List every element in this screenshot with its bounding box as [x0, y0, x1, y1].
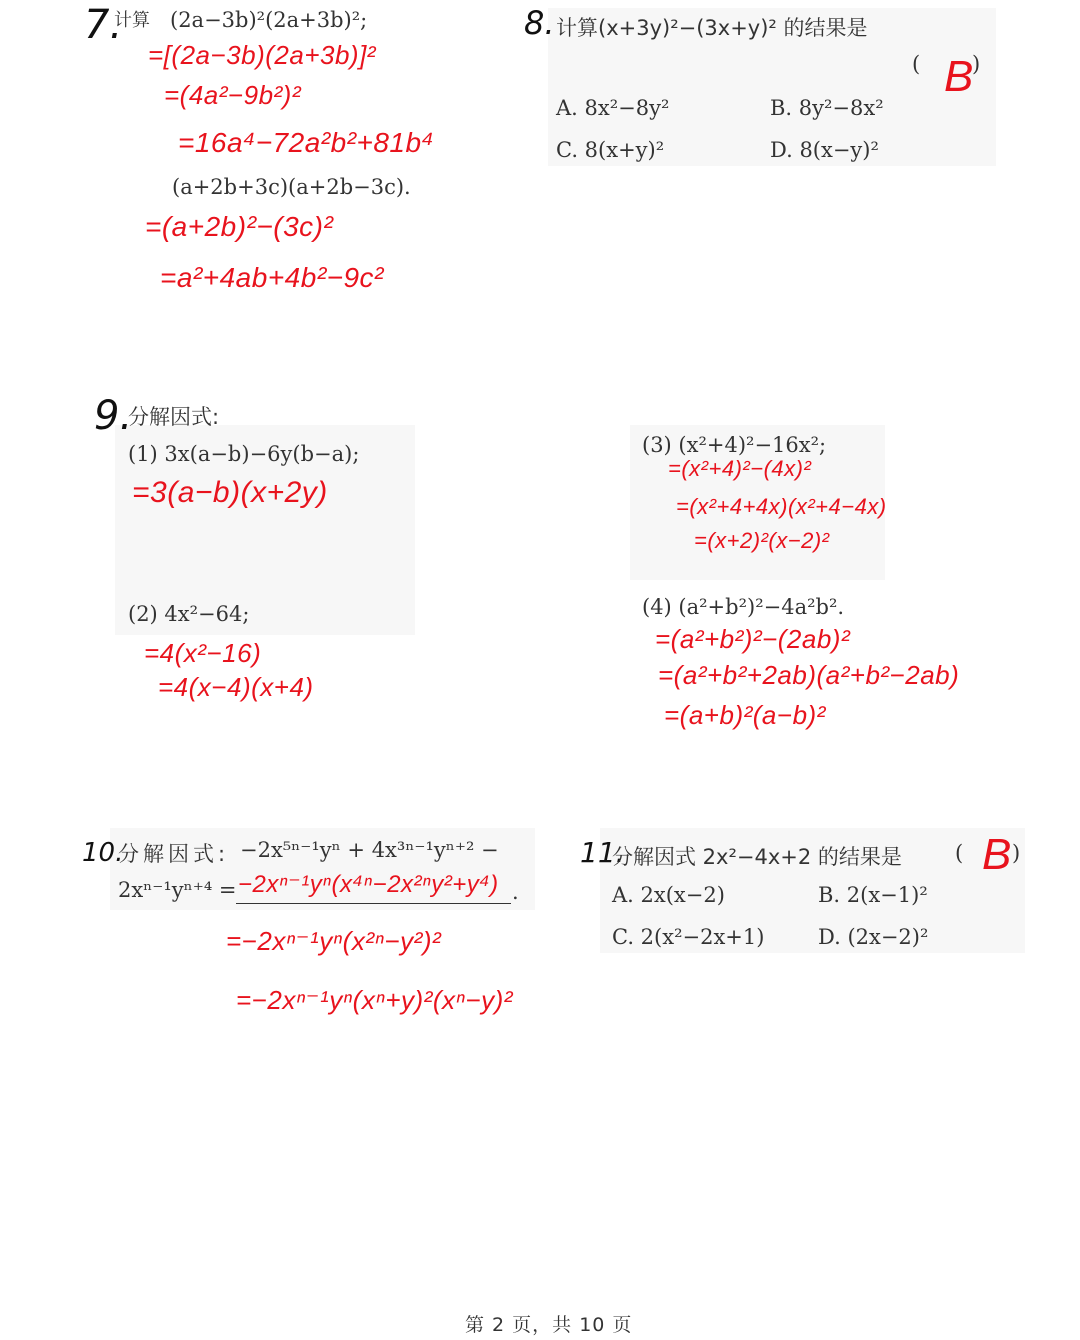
- q9-part-4-work-1: =(a²+b²)²−(2ab)²: [655, 624, 851, 654]
- q9-part-3-work-1: =(x²+4)²−(4x)²: [668, 456, 812, 481]
- q7-expression-2: (a+2b+3c)(a+2b−3c).: [172, 175, 411, 199]
- q9-part-2-expression: (2) 4x²−64;: [128, 602, 250, 626]
- q10-expression-line-2: 2xⁿ⁻¹yⁿ⁺⁴ =: [118, 878, 237, 902]
- q10-fill-answer: −2xⁿ⁻¹yⁿ(x⁴ⁿ−2x²ⁿy²+y⁴): [238, 871, 499, 898]
- q7-work-1-line-2: =(4a²−9b²)²: [164, 80, 301, 110]
- page-footer: 第 2 页，共 10 页: [465, 1314, 633, 1336]
- q9-part-2-work-1: =4(x²−16): [144, 638, 262, 668]
- q11-answer-paren-open: (: [955, 841, 964, 865]
- q7-work-2-line-2: =a²+4ab+4b²−9c²: [160, 262, 384, 293]
- q9-title: 分解因式:: [128, 405, 220, 429]
- q7-label: 计算: [114, 10, 150, 31]
- q11-option-b: B. 2(x−1)²: [818, 883, 928, 907]
- q10-period: .: [512, 880, 519, 904]
- q8-number: 8.: [524, 4, 555, 42]
- q9-part-1-work-1: =3(a−b)(x+2y): [132, 476, 328, 509]
- q11-number: 11.: [580, 836, 625, 869]
- q9-part-4-work-3: =(a+b)²(a−b)²: [664, 700, 826, 730]
- q11-option-c: C. 2(x²−2x+1): [612, 925, 765, 949]
- q9-part-3-work-3: =(x+2)²(x−2)²: [694, 528, 830, 553]
- q9-number: 9.: [94, 393, 133, 439]
- q9-part-3-work-2: =(x²+4+4x)(x²+4−4x): [676, 494, 887, 519]
- q11-option-a: A. 2x(x−2): [612, 883, 725, 907]
- q9-part-2-work-2: =4(x−4)(x+4): [158, 672, 314, 702]
- q11-answer: B: [982, 830, 1012, 879]
- q8-answer: B: [944, 52, 974, 101]
- q11-question: 分解因式 2x²−4x+2 的结果是: [612, 845, 902, 869]
- q11-answer-paren-close: ): [1012, 841, 1021, 865]
- q11-option-d: D. (2x−2)²: [818, 925, 929, 949]
- q8-answer-paren-open: (: [912, 52, 921, 76]
- q10-work-2: =−2xⁿ⁻¹yⁿ(xⁿ+y)²(xⁿ−y)²: [236, 985, 513, 1015]
- q8-question: 计算(x+3y)²−(3x+y)² 的结果是: [556, 16, 868, 40]
- q7-expression-1: (2a−3b)²(2a+3b)²;: [170, 8, 368, 32]
- q8-option-d: D. 8(x−y)²: [770, 138, 879, 162]
- q10-work-1: =−2xⁿ⁻¹yⁿ(x²ⁿ−y²)²: [226, 926, 442, 956]
- q9-part-4-work-2: =(a²+b²+2ab)(a²+b²−2ab): [658, 660, 960, 690]
- q7-number: 7.: [84, 2, 123, 48]
- q9-part-1-expression: (1) 3x(a−b)−6y(b−a);: [128, 442, 360, 466]
- q10-number: 10.: [82, 838, 124, 868]
- q10-expression-line-1: −2x⁵ⁿ⁻¹yⁿ + 4x³ⁿ⁻¹yⁿ⁺² −: [240, 838, 499, 862]
- q7-work-1-line-3: =16a⁴−72a²b²+81b⁴: [178, 127, 435, 158]
- q8-answer-paren-close: ): [972, 52, 981, 76]
- q8-option-a: A. 8x²−8y²: [556, 96, 670, 120]
- q10-title: 分解因式:: [118, 842, 230, 866]
- q8-option-c: C. 8(x+y)²: [556, 138, 665, 162]
- q10-answer-blank: [236, 903, 511, 904]
- q9-part-4-expression: (4) (a²+b²)²−4a²b².: [642, 595, 845, 619]
- q9-part-3-expression: (3) (x²+4)²−16x²;: [642, 433, 827, 457]
- q7-work-1-line-1: =[(2a−3b)(2a+3b)]²: [148, 40, 376, 70]
- q8-option-b: B. 8y²−8x²: [770, 96, 884, 120]
- q7-work-2-line-1: =(a+2b)²−(3c)²: [145, 211, 334, 242]
